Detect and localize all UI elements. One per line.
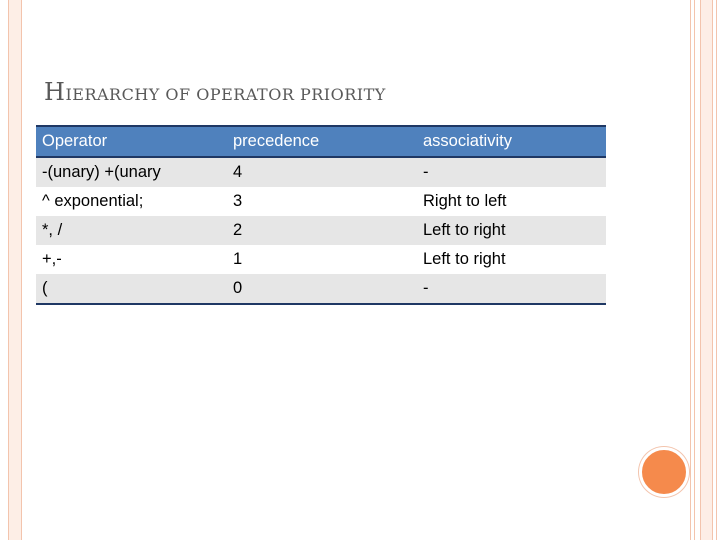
table-row bbox=[36, 187, 606, 216]
cell-operator: +,- bbox=[42, 250, 62, 268]
table-header-row bbox=[36, 126, 606, 157]
right-decorative-line bbox=[690, 0, 691, 540]
header-operator: Operator bbox=[36, 126, 227, 157]
right-decorative-line bbox=[700, 0, 701, 540]
right-decorative-line bbox=[712, 0, 713, 540]
right-decorative-line bbox=[716, 0, 717, 540]
cell-operator: ^ exponential; bbox=[42, 192, 144, 210]
cell-precedence: 4 bbox=[227, 157, 417, 187]
cell-precedence: 1 bbox=[233, 250, 243, 268]
cell-associativity: Left to right bbox=[417, 216, 606, 245]
left-decorative-border bbox=[8, 0, 22, 540]
cell-precedence: 0 bbox=[227, 274, 417, 304]
right-decorative-band bbox=[700, 0, 712, 540]
cell-associativity: Right to left bbox=[423, 192, 507, 210]
title-rest: IERARCHY OF OPERATOR PRIORITY bbox=[65, 85, 386, 104]
table-row bbox=[36, 274, 606, 304]
slide-title bbox=[44, 78, 386, 106]
cell-associativity: Left to right bbox=[423, 250, 506, 268]
header-precedence: precedence bbox=[227, 126, 417, 157]
cell-precedence: 3 bbox=[233, 192, 243, 210]
cell-operator: *, / bbox=[36, 216, 227, 245]
title-initial: H bbox=[44, 78, 66, 106]
cell-operator: -(unary) +(unary bbox=[36, 157, 227, 187]
cell-associativity: - bbox=[417, 274, 606, 304]
table-row bbox=[36, 216, 606, 245]
table-row bbox=[36, 157, 606, 187]
decorative-circle bbox=[639, 447, 689, 497]
cell-operator: ( bbox=[36, 274, 227, 304]
header-associativity: associativity bbox=[417, 126, 606, 157]
cell-associativity: - bbox=[417, 157, 606, 187]
operator-priority-table bbox=[36, 125, 606, 305]
right-decorative-line bbox=[694, 0, 695, 540]
cell-precedence: 2 bbox=[227, 216, 417, 245]
table-row bbox=[36, 245, 606, 274]
